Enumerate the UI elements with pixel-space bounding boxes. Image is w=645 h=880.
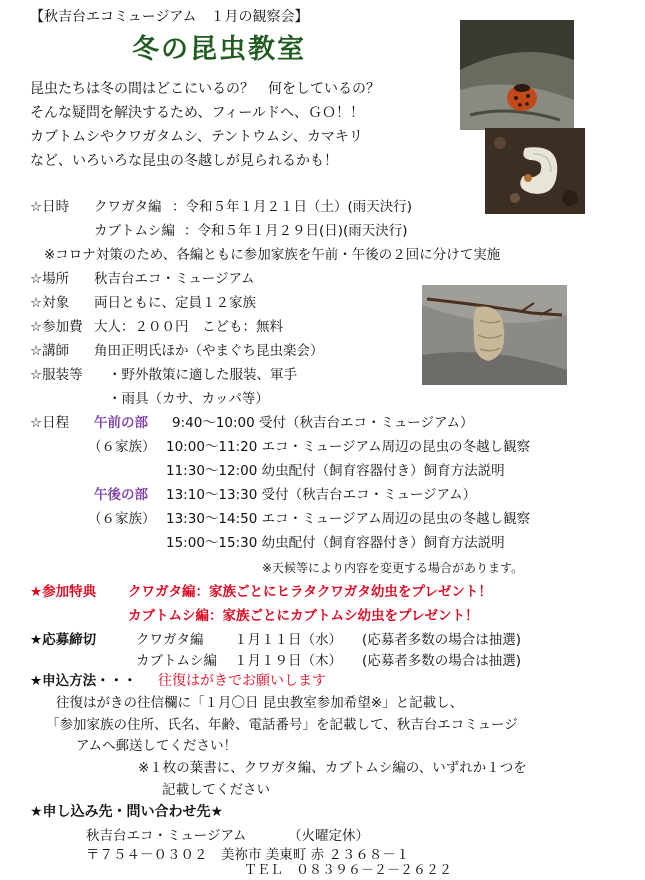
bonus-kuwagata: クワガタ編：家族ごとにヒラタクワガタ幼虫をプレゼント！	[128, 584, 492, 600]
deadline-kabuto-name: カブトムシ編	[136, 653, 217, 669]
apply-line-3: アムへ郵送してください！	[76, 738, 238, 754]
apply-line-2: 「参加家族の住所、氏名、年齢、電話番号」を記載して、秋吉台エコミュージ	[46, 717, 518, 733]
lecturer-label: ☆講師	[30, 343, 70, 359]
intro-line-2: そんな疑問を解決するため、フィールドへ、ＧＯ！！	[30, 105, 365, 121]
schedule-label: ☆日程	[30, 415, 70, 431]
morning-line-3: 11:30～12:00 幼虫配付（飼育容器付き）飼育方法説明	[166, 463, 505, 479]
intro-line-4: など、いろいろな昆虫の冬越しが見られるかも！	[30, 153, 338, 169]
afternoon-line-3: 15:00～15:30 幼虫配付（飼育容器付き）飼育方法説明	[166, 535, 505, 551]
deadline-kabuto-note: (応募者多数の場合は抽選)	[362, 653, 522, 669]
clothing-item-1: ・野外散策に適した服装、軍手	[108, 367, 297, 383]
apply-emph: 往復はがきでお願いします	[158, 673, 326, 689]
bonus-label: ★参加特典	[30, 584, 97, 600]
ladybug-photo	[460, 20, 574, 130]
deadline-label: ★応募締切	[30, 632, 97, 648]
intro-line-3: カブトムシやクワガタムシ、テントウムシ、カマキリ	[30, 129, 363, 145]
apply-note-1: ※１枚の葉書に、クワガタ編、カブトムシ編の、いずれか１つを	[138, 760, 527, 776]
target-label: ☆対象	[30, 295, 70, 311]
contact-address: 〒７５４－０３０２ 美祢市 美東町 赤 ２３６８－１	[86, 847, 410, 863]
apply-note-2: 記載してください	[162, 782, 270, 798]
deadline-kabuto-date: １月１９日（木）	[234, 653, 342, 669]
lecturer-value: 角田正明氏ほか（やまぐち昆虫楽会）	[94, 343, 324, 359]
target-value: 両日ともに、定員１２家族	[94, 295, 256, 311]
apply-label: ★申込方法・・・	[30, 673, 137, 689]
contact-name: 秋吉台エコ・ミュージアム	[86, 828, 247, 844]
grub-photo	[485, 128, 585, 214]
deadline-kuwagata-name: クワガタ編	[136, 632, 204, 648]
contact-tel: ＴＥＬ ０８３９６－２－２６２２	[244, 863, 453, 878]
date-kuwagata-name: クワガタ編	[94, 199, 162, 215]
date-label: ☆日時	[30, 199, 70, 215]
date-kabuto-name: カブトムシ編	[94, 223, 175, 239]
morning-label: 午前の部	[94, 415, 148, 431]
contact-closed: （火曜定休）	[288, 828, 369, 844]
afternoon-line-2: 13:30～14:50 エコ・ミュージアム周辺の昆虫の冬越し観察	[166, 511, 531, 527]
date-kabuto-date: ：令和５年１月２９日(日)(雨天決行)	[184, 223, 408, 239]
clothing-item-2: ・雨具（カサ、カッパ等）	[108, 391, 269, 407]
morning-line-1: 9:40～10:00 受付（秋吉台エコ・ミュージアム）	[172, 415, 474, 431]
afternoon-label: 午後の部	[94, 487, 148, 503]
page-title: 冬の昆虫教室	[132, 34, 306, 65]
deadline-kuwagata-note: (応募者多数の場合は抽選)	[362, 632, 522, 648]
apply-line-1: 往復はがきの往信欄に「１月〇日 昆虫教室参加希望※」と記載し、	[56, 695, 464, 711]
fee-value: 大人：２００円 こども：無料	[94, 319, 283, 335]
cocoon-photo	[422, 285, 567, 385]
afternoon-families: （６家族）	[88, 511, 156, 527]
header: 【秋吉台エコミュージアム １月の観察会】	[30, 9, 309, 25]
clothing-label: ☆服装等	[30, 367, 83, 383]
place-value: 秋吉台エコ・ミュージアム	[94, 271, 255, 287]
contact-label: ★申し込み先・問い合わせ先★	[30, 804, 224, 820]
intro-line-1: 昆虫たちは冬の間はどこにいるの？ 何をしているの？	[30, 81, 380, 97]
date-kuwagata-date: ：令和５年１月２１日（土）(雨天決行)	[172, 199, 413, 215]
place-label: ☆場所	[30, 271, 70, 287]
morning-line-2: 10:00～11:20 エコ・ミュージアム周辺の昆虫の冬越し観察	[166, 439, 531, 455]
bonus-kabuto: カブトムシ編：家族ごとにカブトムシ幼虫をプレゼント！	[128, 608, 479, 624]
deadline-kuwagata-date: １月１１日（水）	[234, 632, 342, 648]
morning-families: （６家族）	[88, 439, 156, 455]
corona-note: ※コロナ対策のため、各編ともに参加家族を午前・午後の２回に分けて実施	[44, 247, 501, 263]
afternoon-line-1: 13:10～13:30 受付（秋吉台エコ・ミュージアム）	[166, 487, 477, 503]
fee-label: ☆参加費	[30, 319, 83, 335]
weather-note: ※天候等により内容を変更する場合があります。	[262, 561, 524, 575]
